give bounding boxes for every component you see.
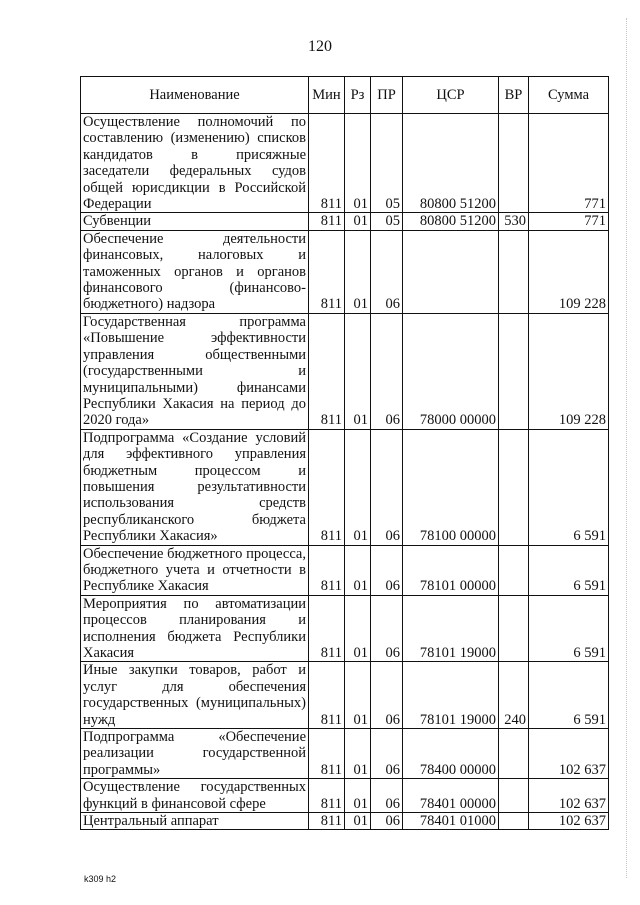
cell-min: 811 [309, 545, 345, 595]
header-csr: ЦСР [403, 77, 499, 114]
footer-code: k309 h2 [84, 874, 117, 884]
table-row [81, 313, 609, 429]
cell-name: Обеспечение деятельности финансовых, налоговых и таможенных органов и органов финансового (финансово-бюджетного) надзора [81, 230, 309, 313]
cell-pr: 06 [371, 230, 403, 313]
page-number: 120 [308, 38, 332, 55]
cell-min: 811 [309, 230, 345, 313]
cell-min: 811 [309, 662, 345, 729]
cell-name: Осуществление полномочий по составлению (изменению) списков кандидатов в присяжные заседатели федеральных судов общей юрисдикции в Российской Федерации [81, 114, 309, 213]
cell-csr: 78101 19000 [403, 662, 499, 729]
cell-name: Центральный аппарат [81, 813, 309, 830]
cell-csr: 80800 51200 [403, 213, 499, 230]
cell-csr: 78100 00000 [403, 429, 499, 545]
cell-vr [499, 114, 529, 213]
cell-csr: 78101 00000 [403, 545, 499, 595]
cell-name: Иные закупки товаров, работ и услуг для обеспечения государственных (муниципальных) нужд [81, 662, 309, 729]
cell-sum: 102 637 [529, 729, 609, 779]
table-body [81, 114, 609, 830]
cell-pr: 06 [371, 595, 403, 662]
table-row [81, 729, 609, 779]
cell-min: 811 [309, 429, 345, 545]
cell-pr: 06 [371, 429, 403, 545]
header-vr: ВР [499, 77, 529, 114]
cell-sum: 102 637 [529, 779, 609, 813]
cell-rz: 01 [345, 595, 371, 662]
cell-csr: 78000 00000 [403, 313, 499, 429]
cell-sum: 771 [529, 213, 609, 230]
cell-name: Подпрограмма «Создание условий для эффективного управления бюджетным процессом и повышения результативности использования средств республиканского бюджета Республики Хакасия» [81, 429, 309, 545]
cell-pr: 06 [371, 545, 403, 595]
cell-csr [403, 230, 499, 313]
cell-pr: 05 [371, 114, 403, 213]
cell-min: 811 [309, 779, 345, 813]
cell-pr: 06 [371, 813, 403, 830]
cell-sum: 771 [529, 114, 609, 213]
cell-rz: 01 [345, 230, 371, 313]
header-name: Наименование [81, 77, 309, 114]
cell-vr [499, 595, 529, 662]
table-row [81, 213, 609, 230]
table-row [81, 595, 609, 662]
table-row [81, 545, 609, 595]
table-row [81, 813, 609, 830]
header-min: Мин [309, 77, 345, 114]
cell-name: Подпрограмма «Обеспечение реализации государственной программы» [81, 729, 309, 779]
cell-min: 811 [309, 729, 345, 779]
table-row [81, 779, 609, 813]
cell-sum: 6 591 [529, 595, 609, 662]
cell-pr: 06 [371, 313, 403, 429]
cell-sum: 102 637 [529, 813, 609, 830]
cell-name: Обеспечение бюджетного процесса, бюджетного учета и отчетности в Республике Хакасия [81, 545, 309, 595]
margin-scan-marks [626, 18, 633, 878]
cell-name: Субвенции [81, 213, 309, 230]
cell-rz: 01 [345, 213, 371, 230]
cell-rz: 01 [345, 779, 371, 813]
table-row [81, 114, 609, 213]
cell-name: Государственная программа «Повышение эффективности управления общественными (государственными и муниципальными) финансами Республики Хакасия на период до 2020 года» [81, 313, 309, 429]
cell-min: 811 [309, 213, 345, 230]
cell-min: 811 [309, 813, 345, 830]
cell-sum: 6 591 [529, 545, 609, 595]
header-pr: ПР [371, 77, 403, 114]
cell-pr: 06 [371, 662, 403, 729]
cell-rz: 01 [345, 313, 371, 429]
cell-name: Мероприятия по автоматизации процессов планирования и исполнения бюджета Республики Хакасия [81, 595, 309, 662]
table-row [81, 230, 609, 313]
cell-vr [499, 429, 529, 545]
cell-vr: 530 [499, 213, 529, 230]
table-row [81, 429, 609, 545]
cell-rz: 01 [345, 813, 371, 830]
cell-sum: 109 228 [529, 313, 609, 429]
cell-vr [499, 230, 529, 313]
cell-vr: 240 [499, 662, 529, 729]
cell-pr: 06 [371, 729, 403, 779]
cell-rz: 01 [345, 114, 371, 213]
cell-csr: 78400 00000 [403, 729, 499, 779]
cell-sum: 6 591 [529, 662, 609, 729]
cell-csr: 80800 51200 [403, 114, 499, 213]
cell-vr [499, 313, 529, 429]
cell-min: 811 [309, 313, 345, 429]
budget-table [80, 76, 609, 830]
cell-sum: 6 591 [529, 429, 609, 545]
cell-rz: 01 [345, 545, 371, 595]
cell-vr [499, 779, 529, 813]
table-row [81, 662, 609, 729]
cell-rz: 01 [345, 429, 371, 545]
cell-rz: 01 [345, 662, 371, 729]
cell-pr: 05 [371, 213, 403, 230]
cell-sum: 109 228 [529, 230, 609, 313]
cell-min: 811 [309, 114, 345, 213]
header-sum: Сумма [529, 77, 609, 114]
cell-vr [499, 813, 529, 830]
cell-vr [499, 729, 529, 779]
cell-csr: 78401 00000 [403, 779, 499, 813]
cell-name: Осуществление государственных функций в финансовой сфере [81, 779, 309, 813]
cell-vr [499, 545, 529, 595]
cell-min: 811 [309, 595, 345, 662]
cell-rz: 01 [345, 729, 371, 779]
table-header-row [81, 77, 609, 114]
cell-csr: 78101 19000 [403, 595, 499, 662]
header-rz: Рз [345, 77, 371, 114]
cell-pr: 06 [371, 779, 403, 813]
cell-csr: 78401 01000 [403, 813, 499, 830]
